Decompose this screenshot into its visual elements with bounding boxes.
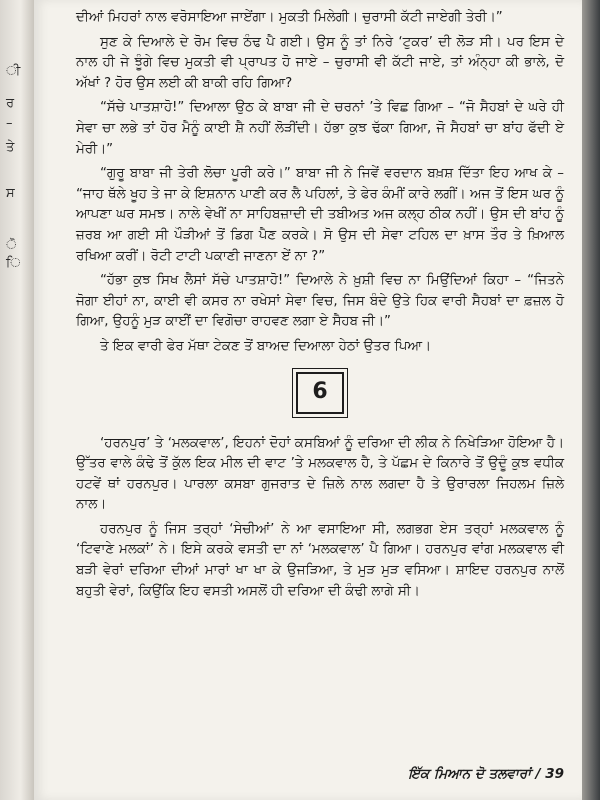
paragraph: ਸੁਣ ਕੇ ਦਿਆਲੇ ਦੇ ਰੋਮ ਵਿਚ ਠੰਢ ਪੈ ਗਈ। ਉਸ ਨੂੰ ਤਾਂ ਨਿਰੇ ‘ਟੁਕਰ’ ਦੀ ਲੋੜ ਸੀ। ਪਰ ਇਸ ਦੇ ਨਾਲ ਹੀ ਜੇ ਝੂੰਗੇ ਵਿਚ ਮੁਕਤੀ ਵੀ ਪ੍ਰਾਪਤ ਹੋ ਜਾਏ – ਚੁਰਾਸੀ ਵੀ ਕੱਟੀ ਜਾਏ, ਤਾਂ ਅੰਨ੍ਹਾ ਕੀ ਭਾਲੇ, ਦੋ ਅੱਖਾਂ ? ਹੋਰ ਉਸ ਲਈ ਕੀ ਬਾਕੀ ਰਹਿ ਗਿਆ?	[76, 34, 564, 91]
facing-page-fragment: ੀ	[6, 64, 21, 79]
paragraph: ਹਰਨਪੁਰ ਨੂੰ ਜਿਸ ਤਰ੍ਹਾਂ ‘ਸੇਚੀਆਂ’ ਨੇ ਆ ਵਸਾਇਆ ਸੀ, ਲਗਭਗ ਏਸ ਤਰ੍ਹਾਂ ਮਲਕਵਾਲ ਨੂੰ ‘ਟਿਵਾਣੇ ਮਲਕਾਂ’ ਨੇ। ਇਸੇ ਕਰਕੇ ਵਸਤੀ ਦਾ ਨਾਂ ‘ਮਲਕਵਾਲ’ ਪੈ ਗਿਆ। ਹਰਨਪੁਰ ਵਾਂਗ ਮਲਕਵਾਲ ਵੀ ਬੜੀ ਵੇਰਾਂ ਦਰਿਆ ਦੀਆਂ ਮਾਰਾਂ ਖਾ ਖਾ ਕੇ ਉਜੜਿਆ, ਤੇ ਮੁੜ ਮੁੜ ਵਸਿਆ। ਸ਼ਾਇਦ ਹਰਨਪੁਰ ਨਾਲੋਂ ਬਹੁਤੀ ਵੇਰਾਂ, ਕਿਉਂਕਿ ਇਹ ਵਸਤੀ ਅਸਲੋਂ ਹੀ ਦਰਿਆ ਦੀ ਕੰਢੀ ਲਾਗੇ ਸੀ।	[76, 521, 564, 599]
paragraph: “ਗੁਰੂ ਬਾਬਾ ਜੀ ਤੇਰੀ ਲੋਚਾ ਪੂਰੀ ਕਰੇ।” ਬਾਬਾ ਜੀ ਨੇ ਜਿਵੇਂ ਵਰਦਾਨ ਬਖ਼ਸ਼ ਦਿੱਤਾ ਇਹ ਆਖ ਕੇ – “ਜਾਹ ਥੱਲੇ ਖੂਹ ਤੇ ਜਾ ਕੇ ਇਸ਼ਨਾਨ ਪਾਣੀ ਕਰ ਲੈ ਪਹਿਲਾਂ, ਤੇ ਫੇਰ ਕੰਮੀਂ ਕਾਰੇ ਲਗੀਂ। ਅਜ ਤੋਂ ਇਸ ਘਰ ਨੂੰ ਆਪਣਾ ਘਰ ਸਮਝ। ਨਾਲੇ ਵੇਖੀਂ ਨਾ ਸਾਹਿਬਜ਼ਾਦੀ ਦੀ ਤਬੀਅਤ ਅਜ ਕਲ੍ਹ ਠੀਕ ਨਹੀਂ। ਉਸ ਦੀ ਬਾਂਹ ਨੂੰ ਜ਼ਰਬ ਆ ਗਈ ਸੀ ਪੌੜੀਆਂ ਤੋਂ ਡਿਗ ਪੈਣ ਕਰਕੇ। ਸੋ ਉਸ ਦੀ ਸੇਵਾ ਟਹਿਲ ਦਾ ਖ਼ਾਸ ਤੌਰ ਤੇ ਖ਼ਿਆਲ ਰਖਿਆ ਕਰੀਂ। ਰੋਟੀ ਟਾਟੀ ਪਕਾਣੀ ਜਾਣਨਾ ਏਂ ਨਾ ?”	[76, 166, 564, 264]
paragraph: ਤੇ ਇਕ ਵਾਰੀ ਫੇਰ ਮੱਥਾ ਟੇਕਣ ਤੋਂ ਬਾਅਦ ਦਿਆਲਾ ਹੇਠਾਂ ਉਤਰ ਪਿਆ।	[100, 338, 431, 354]
chapter-number: 6	[312, 379, 328, 405]
book-page	[34, 0, 582, 800]
facing-page-edge	[0, 0, 34, 800]
paragraph: ‘ਹਰਨਪੁਰ’ ਤੇ ‘ਮਲਕਵਾਲ’, ਇਹਨਾਂ ਦੋਹਾਂ ਕਸਬਿਆਂ ਨੂੰ ਦਰਿਆ ਦੀ ਲੀਕ ਨੇ ਨਿਖੇੜਿਆ ਹੋਇਆ ਹੈ। ਉੱਤਰ ਵਾਲੇ ਕੰਢੇ ਤੋਂ ਕੁੱਲ ਇਕ ਮੀਲ ਦੀ ਵਾਟ ’ਤੇ ਮਲਕਵਾਲ ਹੈ, ਤੇ ਪੱਛਮ ਦੇ ਕਿਨਾਰੇ ਤੋਂ ਉਦੂੰ ਕੁਝ ਵਧੀਕ ਹਟਵੇਂ ਥਾਂ ਹਰਨਪੁਰ। ਪਾਰਲਾ ਕਸਬਾ ਗੁਜਰਾਤ ਦੇ ਜ਼ਿਲੇ ਨਾਲ ਲਗਦਾ ਹੈ ਤੇ ਉਰਾਰਲਾ ਜਿਹਲਮ ਜ਼ਿਲੇ ਨਾਲ।	[76, 435, 564, 513]
paragraph: “ਸੱਚੇ ਪਾਤਸ਼ਾਹੋ!” ਦਿਆਲਾ ਉਠ ਕੇ ਬਾਬਾ ਜੀ ਦੇ ਚਰਨਾਂ ’ਤੇ ਵਿਛ ਗਿਆ – “ਜੋ ਸੈਹਬਾਂ ਦੇ ਘਰੇ ਹੀ ਸੇਵਾ ਚਾ ਲਭੇ ਤਾਂ ਹੋਰ ਮੈਨੂੰ ਕਾਈ ਸ਼ੈ ਨਹੀਂ ਲੋੜੀਂਦੀ। ਹੱਭਾ ਕੁਝ ਢੱਕਾ ਗਿਆ, ਜੋ ਸੈਹਬਾਂ ਚਾ ਬਾਂਹ ਫੱਦੀ ਏ ਮੇਰੀ।”	[76, 100, 564, 157]
facing-page-fragment: ਰ	[6, 96, 15, 111]
facing-page-fragment: –	[6, 116, 13, 131]
paragraph: ਦੀਆਂ ਮਿਹਰਾਂ ਨਾਲ ਵਰੋਸਾਇਆ ਜਾਏਂਗਾ। ਮੁਕਤੀ ਮਿਲੇਗੀ। ਚੁਰਾਸੀ ਕੱਟੀ ਜਾਏਗੀ ਤੇਰੀ।”	[76, 10, 503, 25]
page-body	[76, 8, 564, 606]
facing-page-fragment: ਤੇ	[6, 140, 15, 155]
facing-page-fragment: ੋ	[6, 238, 17, 253]
facing-page-fragment: ਿ	[6, 256, 21, 271]
facing-page-fragment: ਸ	[6, 186, 15, 201]
page-footer: ਇੱਕ ਮਿਆਨ ਦੋ ਤਲਵਾਰਾਂ / 39	[408, 766, 564, 782]
paragraph: “ਹੱਭਾ ਕੁਝ ਸਿਖ ਲੈਸਾਂ ਸੱਚੇ ਪਾਤਸ਼ਾਹੋ!” ਦਿਆਲੇ ਨੇ ਖ਼ੁਸ਼ੀ ਵਿਚ ਨਾ ਮਿਉਂਦਿਆਂ ਕਿਹਾ – “ਜਿਤਨੇ ਜੋਗਾ ਈਹਾਂ ਨਾ, ਕਾਈ ਵੀ ਕਸਰ ਨਾ ਰਖੇਸਾਂ ਸੇਵਾ ਵਿਚ, ਜਿਸ ਬੰਦੇ ਉਤੇ ਹਿਕ ਵਾਰੀ ਸੈਹਬਾਂ ਦਾ ਫ਼ਜ਼ਲ ਹੋ ਗਿਆ, ਉਹਨੂੰ ਮੁੜ ਕਾਈਂ ਦਾ ਵਿਗੋਚਾ ਰਾਹਵਣ ਲਗਾ ਏ ਸੈਹਬ ਜੀ।”	[76, 273, 564, 330]
chapter-number-box	[296, 372, 344, 414]
background-edge	[582, 0, 600, 800]
